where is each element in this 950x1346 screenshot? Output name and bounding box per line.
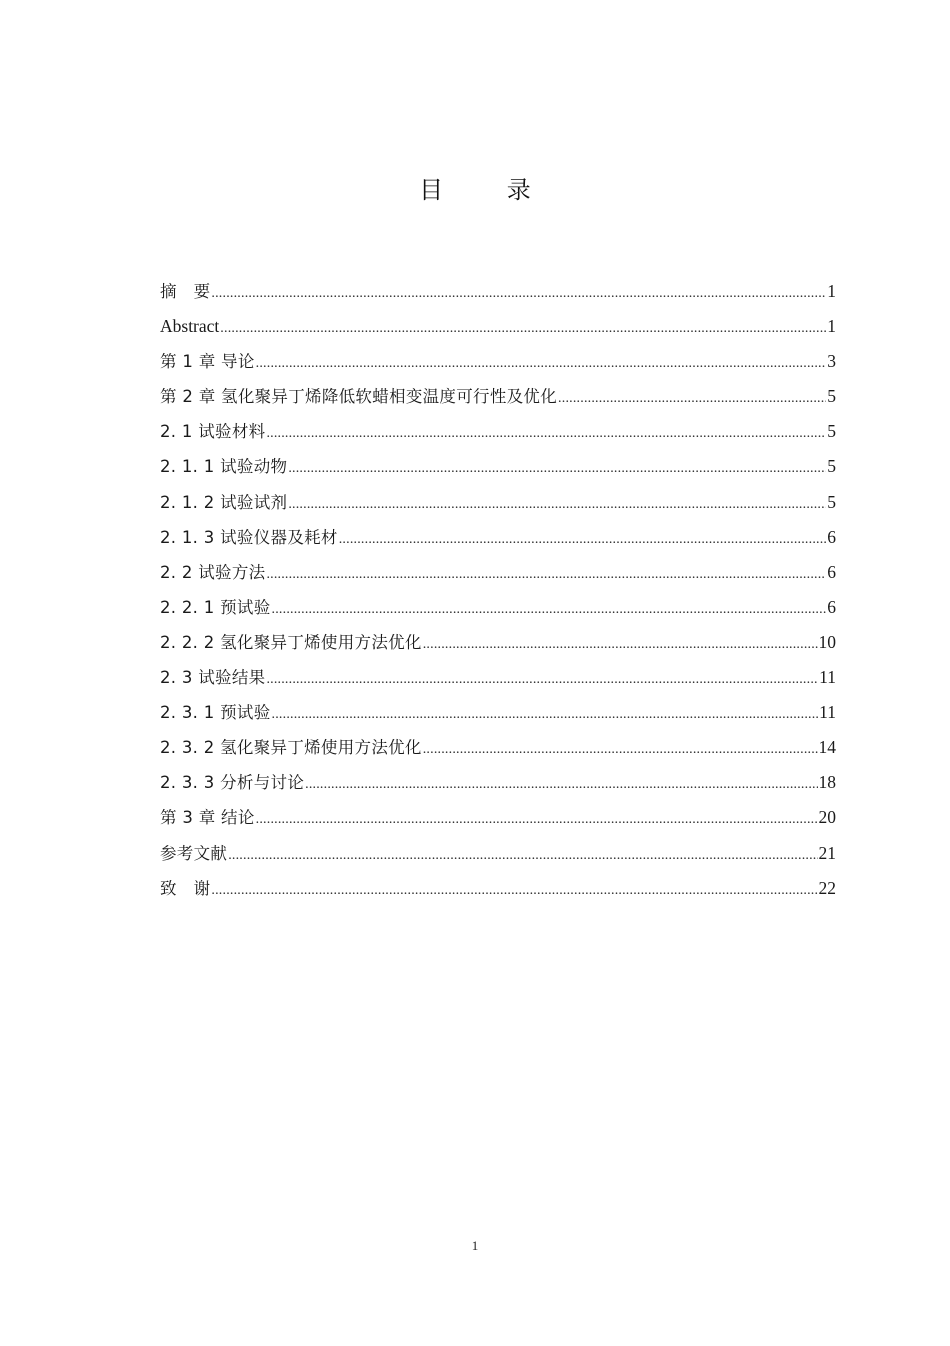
toc-entry-label: 致 谢 — [160, 878, 211, 898]
toc-entry-page: 18 — [818, 772, 836, 793]
toc-dot-leader — [211, 278, 826, 309]
toc-entry[interactable] — [160, 381, 836, 416]
toc-entry-page: 5 — [827, 386, 836, 407]
toc-entry[interactable] — [160, 276, 836, 311]
toc-dot-leader — [228, 840, 817, 871]
toc-dot-leader — [266, 559, 826, 590]
toc-dot-leader — [288, 453, 826, 484]
toc-entry[interactable] — [160, 487, 836, 522]
toc-entry-label: 第 2 章 氢化聚异丁烯降低软蜡相变温度可行性及优化 — [160, 387, 558, 407]
toc-entry[interactable] — [160, 767, 836, 802]
toc-entry-label: 2. 3. 2 氢化聚异丁烯使用方法优化 — [160, 738, 422, 758]
toc-entry-label: 2. 3 试验结果 — [160, 668, 266, 688]
toc-entry-page: 1 — [827, 316, 836, 337]
toc-dot-leader — [256, 804, 818, 835]
toc-dot-leader — [288, 489, 826, 520]
toc-dot-leader — [211, 875, 817, 906]
toc-entry-page: 22 — [818, 877, 836, 898]
toc-entry-page: 5 — [827, 421, 836, 442]
toc-entry[interactable] — [160, 802, 836, 837]
toc-entry-page: 20 — [818, 807, 836, 828]
toc-dot-leader — [305, 769, 817, 800]
toc-entry[interactable] — [160, 592, 836, 627]
toc-entry[interactable] — [160, 838, 836, 873]
toc-entry-label: Abstract — [160, 316, 220, 337]
toc-entry-page: 10 — [818, 631, 836, 652]
toc-entry-label: 2. 2. 2 氢化聚异丁烯使用方法优化 — [160, 632, 422, 652]
toc-entry-page: 14 — [818, 737, 836, 758]
toc-entry[interactable] — [160, 873, 836, 908]
toc-entry[interactable] — [160, 522, 836, 557]
toc-entry[interactable] — [160, 557, 836, 592]
toc-entry-page: 6 — [827, 526, 836, 547]
toc-entry-label: 2. 2 试验方法 — [160, 562, 266, 582]
toc-entry[interactable] — [160, 662, 836, 697]
toc-entry-page: 5 — [827, 491, 836, 512]
toc-entry-page: 21 — [818, 842, 836, 863]
toc-entry[interactable] — [160, 416, 836, 451]
toc-entry[interactable] — [160, 451, 836, 486]
toc-entry[interactable] — [160, 627, 836, 662]
toc-dot-leader — [272, 594, 827, 625]
toc-dot-leader — [339, 524, 827, 555]
toc-entry-label: 2. 1. 3 试验仪器及耗材 — [160, 527, 338, 547]
toc-entry-label: 参考文献 — [160, 843, 228, 863]
toc-entry-label: 2. 1. 2 试验试剂 — [160, 492, 288, 512]
toc-entry[interactable] — [160, 311, 836, 346]
toc-dot-leader — [266, 418, 826, 449]
toc-entry-label: 2. 3. 1 预试验 — [160, 703, 271, 723]
toc-entry-label: 第 1 章 导论 — [160, 352, 255, 372]
page-number: 1 — [471, 1238, 479, 1253]
toc-entry-label: 摘 要 — [160, 282, 211, 301]
page-title: 目 录 — [419, 176, 559, 204]
toc-dot-leader — [272, 699, 819, 730]
toc-dot-leader — [423, 734, 818, 765]
table-of-contents — [160, 276, 836, 908]
toc-dot-leader — [256, 348, 827, 379]
toc-entry-label: 2. 1. 1 试验动物 — [160, 457, 288, 477]
toc-dot-leader — [558, 383, 826, 414]
toc-entry-page: 6 — [827, 561, 836, 582]
toc-entry-page: 11 — [819, 702, 836, 723]
toc-entry[interactable] — [160, 732, 836, 767]
toc-entry-page: 5 — [827, 456, 836, 477]
toc-dot-leader — [423, 629, 818, 660]
toc-entry-page: 1 — [827, 281, 836, 301]
toc-entry-page: 11 — [819, 667, 836, 688]
toc-dot-leader — [266, 664, 818, 695]
toc-entry-page: 6 — [827, 596, 836, 617]
toc-entry-label: 2. 2. 1 预试验 — [160, 597, 271, 617]
toc-dot-leader — [220, 313, 826, 344]
toc-entry-page: 3 — [827, 351, 836, 372]
toc-entry-label: 2. 3. 3 分析与讨论 — [160, 773, 305, 793]
toc-entry-label: 第 3 章 结论 — [160, 808, 255, 828]
toc-entry[interactable] — [160, 346, 836, 381]
toc-entry[interactable] — [160, 697, 836, 732]
toc-entry-label: 2. 1 试验材料 — [160, 422, 266, 442]
